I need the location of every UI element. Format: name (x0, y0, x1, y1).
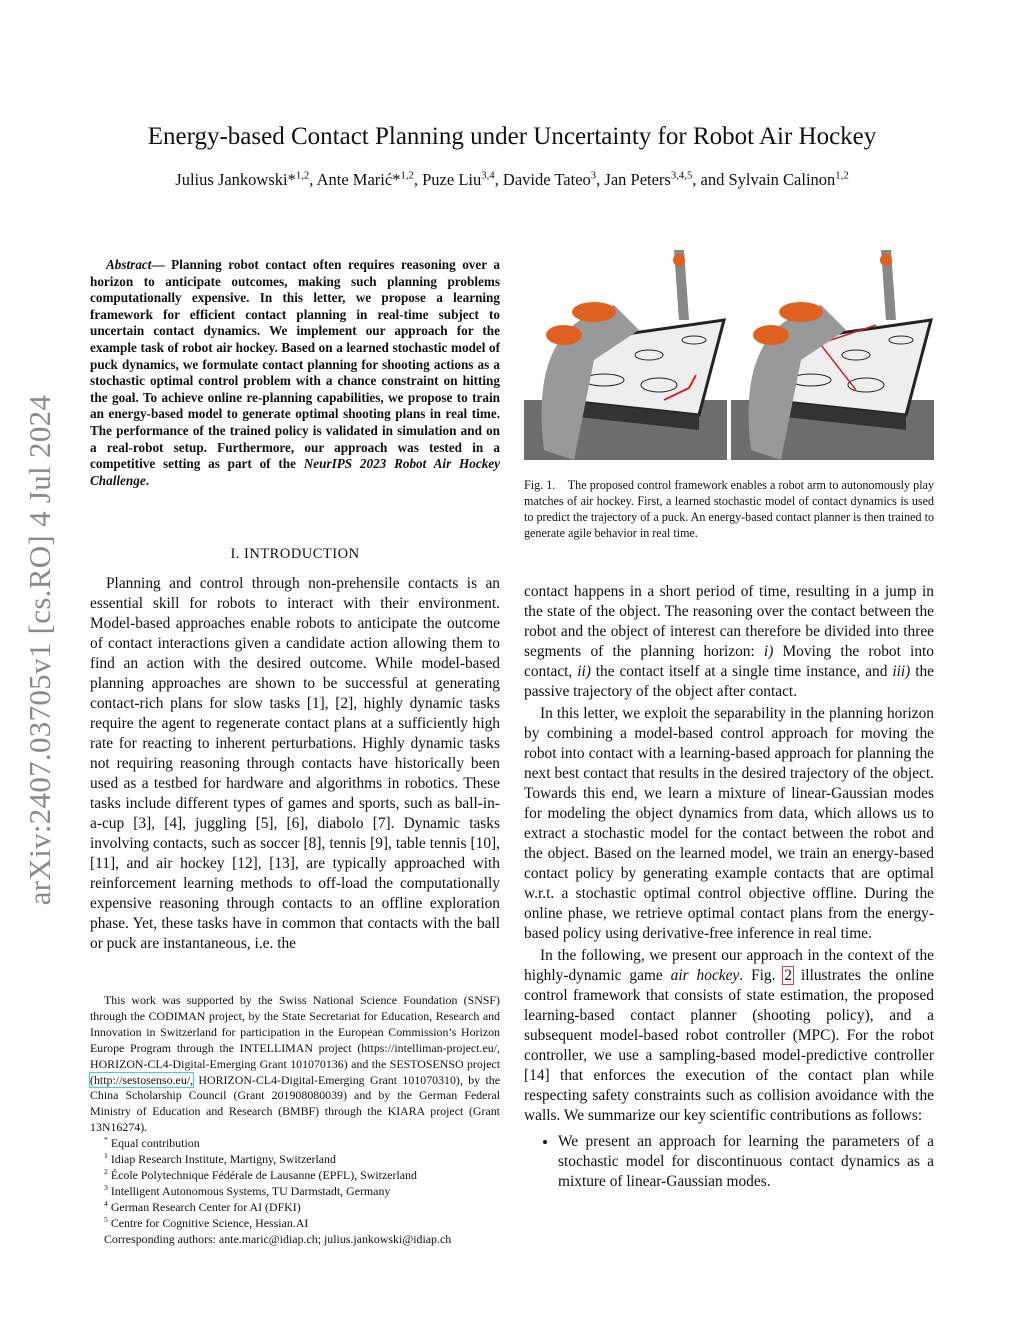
author-list (0, 170, 1024, 190)
figure-caption (524, 477, 934, 541)
right-column (524, 582, 934, 1192)
author: Sylvain Calinon$^{1,2}$ (728, 169, 849, 189)
affiliation-note: $^4$ German Research Center for AI (DFKI) (104, 1198, 301, 1214)
corresponding-authors: Corresponding authors: ante.maric@idiap.ch; julius.jankowski@idiap.ch (104, 1231, 452, 1246)
section-heading: I. INTRODUCTION (230, 546, 360, 562)
paragraph: In the following, we present our approach in the context of the highly-dynamic game air hockey. Fig. 2 illustrates the online control framework that consists of state estimation, the proposed learning-based contact planner (shooting policy), and a subsequent model-based robot controller (MPC). For the robot controller, we use a sampling-based model-predictive controller [14] that enforces the execution of the contact plan while respecting safety constraints such as collision avoidance with the walls. We summarize our key scientific contributions as follows: (524, 947, 935, 1124)
contribution-list (524, 1132, 934, 1192)
caption-label: Fig. 1. (524, 478, 556, 492)
author: Ante Marić*$^{1,2}$, (316, 169, 423, 189)
author: Puze Liu$^{3,4}$, (422, 169, 503, 189)
affiliation-note: $^5$ Centre for Cognitive Science, Hessian.AI (104, 1214, 309, 1230)
list-item: • We present an approach for learning the parameters of a stochastic model for discontinuous contact dynamics as a mixture of linear-Gaussian modes. (558, 1132, 934, 1192)
affiliation-note: * Equal contribution (104, 1135, 200, 1151)
intro-column (90, 574, 500, 954)
author: Julius Jankowski*$^{1,2}$, (175, 169, 317, 189)
affiliation-note: $^1$ Idiap Research Institute, Martigny, Switzerland (104, 1151, 336, 1167)
abstract-venue: NeurIPS 2023 Robot Air Hockey Challenge (90, 456, 500, 488)
author: Davide Tateo$^3$, (502, 169, 605, 189)
caption-text: The proposed control framework enables a robot arm to autonomously play matches of air hockey. First, a learned stochastic model of contact dynamics is used to predict the trajectory of a puck. An energy-based contact planner is then trained to generate agile behavior in real time. (524, 478, 935, 540)
abstract-end: . (145, 472, 149, 488)
paper-title: Energy-based Contact Planning under Uncertainty for Robot Air Hockey (147, 123, 877, 150)
abstract-text: — Planning robot contact often requires reasoning over a horizon to anticipate outcomes, making such planning problems computationally expensive. In this letter, we propose a learning framework for efficient contact planning in real-time subject to uncertain contact dynamics. We implement our approach for the example task of robot air hockey. Based on a learned stochastic model of puck dynamics, we formulate contact planning for shooting actions as a stochastic optimal control problem with a chance constraint on hitting the goal. To achieve online re-planning capabilities, we propose to train an energy-based model to generate optimal shooting plans in real time. The performance of the trained policy is validated in simulation and on a real-robot setup. Furthermore, our approach was tested in a competitive setting as part of the (90, 257, 500, 472)
figure-2-link[interactable]: 2 (784, 967, 793, 984)
author: Jan Peters$^{3,4,5}$, and (604, 169, 729, 189)
funding-note: This work was supported by the Swiss National Science Foundation (SNSF) through the CODIMAN project, by the State Secretariat for Education, Research and Innovation in Switzerland for participation in the European Commission’s Horizon Europe Program through the INTELLIMAN project (https://intelliman-project.eu/, HORIZON-CL4-Digital-Emerging Grant 101070136) and the SESTOSENSO project (http://sestosenso.eu/, HORIZON-CL4-Digital-Emerging Grant 101070310), by the China Scholarship Council (Grant 201908080039) and by the German Federal Ministry of Education and Research (BMBF) through the KIARA project (Grant 13N16274). (90, 993, 500, 1135)
affiliation-note: $^3$ Intelligent Autonomous Systems, TU Darmstadt, Germany (104, 1182, 391, 1198)
sestosenso-link[interactable]: (http://sestosenso.eu/, (90, 1072, 194, 1087)
footnote (90, 993, 500, 1248)
arxiv-stamp: arXiv:2407.03705v1 [cs.RO] 4 Jul 2024 (22, 394, 57, 906)
paragraph: In this letter, we exploit the separability in the planning horizon by combining a model-based control approach for moving the robot into contact with a learning-based approach for planning the next best contact that results in the desired trajectory of the object. Towards this end, we learn a mixture of linear-Gaussian modes for modeling the object dynamics from data, which allows us to extract a stochastic model for the contact between the robot and the object. Based on the learned model, we train an energy-based contact policy by generating example contacts that are optimal w.r.t. a stochastic optimal control objective offline. During the online phase, we retrieve optimal contact plans from the energy-based policy using derivative-free inference in real time. (524, 705, 934, 942)
affiliation-note: $^2$ École Polytechnique Fédérale de Lausanne (EPFL), Switzerland (104, 1167, 417, 1182)
abstract (90, 257, 500, 489)
paragraph: contact happens in a short period of time, resulting in a jump in the state of the object. The reasoning over the contact between the robot and the object of interest can therefore be divided into three segments of the planning horizon: i) Moving the robot into contact, ii) the contact itself at a single time instance, and iii) the passive trajectory of the object after contact. (524, 583, 935, 700)
figure-1-image (524, 250, 934, 460)
figure-panel-left (524, 250, 727, 460)
intro-paragraph: Planning and control through non-prehensile contacts is an essential skill for robots to interact with their environment. Model-based approaches enable robots to anticipate the outcome of contact interactions given a candidate action allowing them to find an action with the desired outcome. While model-based planning approaches are shown to be successful at generating contact-rich plans for slow tasks [1], [2], highly dynamic tasks require the agent to regenerate contact plans at a sufficiently high rate for reacting to inherent perturbations. Highly dynamic tasks not requiring reasoning through contacts have historically been used as a testbed for hardware and algorithms in robotics. These tasks include different types of games and sports, such as ball-in-a-cup [3], [4], juggling [5], [6], diabolo [7]. Dynamic tasks involving contacts, such as soccer [8], tennis [9], table tennis [10], [11], and air hockey [12], [13], are typically approached with reinforcement learning methods to off-load the computationally expensive reasoning through contacts to an offline exploration phase. Yet, these tasks have in common that contacts with the ball or puck are instantaneous, i.e. the (90, 575, 500, 952)
abstract-label: Abstract (106, 257, 152, 272)
figure-panel-right (731, 250, 934, 460)
